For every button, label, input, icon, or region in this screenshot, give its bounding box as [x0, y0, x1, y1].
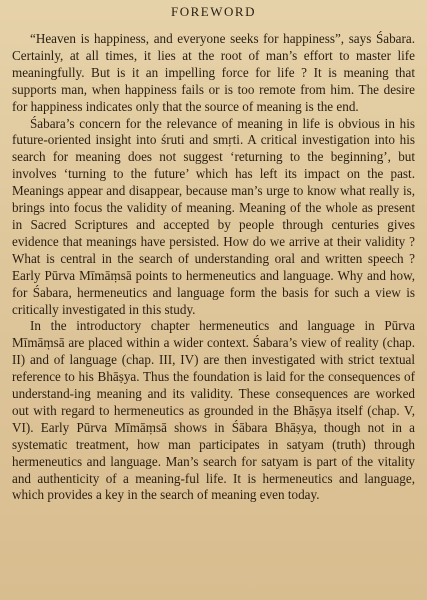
paragraph-1: “Heaven is happiness, and everyone seeks for happiness”, says Śabara. Certainly, at all times, it lies at the root of man’s effort to master life meaningfully. But is it an impelling force for life ? It is meaning that supports man, when happiness fails or is too remote from him. The desire for happiness indicates only that the source of meaning is the end. — [12, 31, 415, 114]
paragraph-2: Śabara’s concern for the relevance of meaning in life is obvious in his future-oriented insight into śruti and smṛti. A critical investigation into his search for meaning does not suggest ‘returning to the beginning’, but involves ‘turning to the future’ which has left its impact on the past. Meanings appear and disappear, because man’s urge to know what really is, brings into focus the validity of meaning. Meaning of the whole as present in Sacred Scriptures and accepted by people through centuries gives evidence that meanings have persisted. How do we arrive at their validity ? What is central in the search of understanding oral and written speech ? Early Pūrva Mīmāṃsā points to hermeneutics and language. Why and how, for Śabara, hermeneutics and language form the basis for such a view is critically investigated in this study. — [12, 115, 415, 317]
paragraph-3: In the introductory chapter hermeneutics and language in Pūrva Mīmāṃsā are placed within a wider context. Śabara’s view of reality (chap. II) and of language (chap. III, IV) are then investigated with strict textual reference to his Bhāṣya. Thus the foundation is laid for the consequences of understand-ing meaning and its validity. These consequences are worked out with regard to hermeneutics as grounded in the Bhāṣya itself (chap. V, VI). Early Pūrva Mīmāṃsā shows in Śābara Bhāṣya, though not in a systematic treatment, how man participates in satyam (truth) through hermeneutics and language. Man’s search for satyam is part of the vitality and authenticity of a meaning-ful life. It is hermeneutics and language, which provides a key in the search of meaning even today. — [12, 318, 415, 503]
page-title: FOREWORD — [171, 4, 256, 19]
